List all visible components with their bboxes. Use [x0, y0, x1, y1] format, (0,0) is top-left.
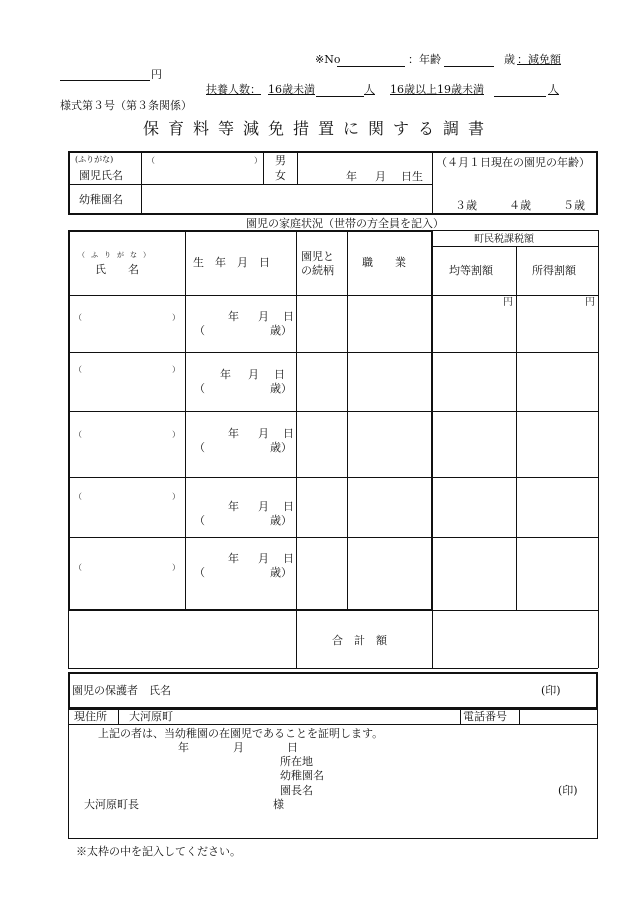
age-note: （４月１日現在の園児の年齢） [436, 156, 590, 169]
row-furigana-open: （ [74, 430, 82, 439]
age-5[interactable]: ５歳 [563, 199, 585, 212]
cert-addressee: 大河原町長 [84, 798, 139, 811]
row-furigana-close: ） [172, 365, 180, 374]
row-year: 年 [228, 552, 239, 565]
row-year: 年 [228, 310, 239, 323]
kindergarten-label: 幼稚園名 [79, 193, 123, 206]
cert-year: 年 [178, 741, 189, 754]
row-age-close: 歳） [270, 382, 292, 395]
row-furigana-close: ） [172, 430, 180, 439]
reduction-label: ：減免額 [517, 53, 561, 66]
age-label: ：年齢 [408, 53, 441, 66]
row-age-open: （ [194, 441, 205, 454]
income-yen-unit: 円 [585, 297, 595, 308]
dependents-label: 扶養人数： [206, 83, 261, 96]
yen-unit: 円 [151, 68, 162, 81]
row-day: 日 [283, 427, 294, 440]
row-day: 日 [283, 500, 294, 513]
row-age-close: 歳） [270, 324, 292, 337]
row-month: 月 [258, 552, 269, 565]
row-day: 日 [283, 552, 294, 565]
child-furigana-close: ） [254, 156, 262, 165]
household-box [68, 230, 433, 611]
cert-day: 日 [287, 741, 298, 754]
equal-yen-unit: 円 [503, 297, 513, 308]
phone-label: 電話番号 [463, 710, 507, 723]
age16to19-label: 16歳以上19歳未満 [390, 83, 484, 96]
row-month: 月 [258, 500, 269, 513]
row-month: 月 [248, 368, 259, 381]
row-month: 月 [258, 427, 269, 440]
col-name: 氏 名 [95, 263, 139, 276]
address-label: 現住所 [74, 710, 107, 723]
cert-kindergarten-label: 幼稚園名 [280, 769, 324, 782]
cert-location-label: 所在地 [280, 755, 313, 768]
under16-unit: 人 [364, 83, 375, 96]
footer-note: ※太枠の中を記入してください。 [76, 845, 241, 858]
gender-male[interactable]: 男 [275, 154, 286, 167]
row-furigana-close: ） [172, 492, 180, 501]
birth-day-label: 日生 [401, 170, 423, 183]
col-job: 職 業 [362, 256, 406, 269]
cert-month: 月 [233, 741, 244, 754]
row-furigana-open: （ [74, 313, 82, 322]
guardian-label: 園児の保護者 氏名 [72, 684, 171, 697]
row-age-close: 歳） [270, 566, 292, 579]
form-number: 様式第３号（第３条関係） [60, 99, 192, 112]
row-year: 年 [228, 427, 239, 440]
age-unit: 歳 [504, 53, 515, 66]
gender-female[interactable]: 女 [275, 169, 286, 182]
child-furigana-open: （ [147, 156, 155, 165]
row-age-open: （ [194, 566, 205, 579]
col-relation: 園児との続柄 [301, 250, 334, 277]
row-age-open: （ [194, 324, 205, 337]
cert-principal-label: 園長名 [280, 784, 313, 797]
col-birth: 生 年 月 日 [193, 256, 270, 269]
row-age-close: 歳） [270, 441, 292, 454]
address-value: 大河原町 [129, 710, 173, 723]
row-furigana-close: ） [172, 563, 180, 572]
row-month: 月 [258, 310, 269, 323]
total-label: 合 計 額 [332, 634, 387, 647]
child-furigana-label: (ふりがな) [75, 155, 114, 164]
row-age-open: （ [194, 514, 205, 527]
birth-month-label: 月 [375, 170, 386, 183]
age16to19-unit: 人 [548, 83, 559, 96]
row-day: 日 [274, 368, 285, 381]
age-3[interactable]: ３歳 [455, 199, 477, 212]
row-furigana-open: （ [74, 365, 82, 374]
row-age-close: 歳） [270, 514, 292, 527]
no-label: ※No [315, 53, 341, 66]
row-age-open: （ [194, 382, 205, 395]
certification-box [68, 724, 598, 839]
under16-label: 16歳未満 [268, 83, 315, 96]
col-name-furigana: （ふりがな） [78, 251, 156, 259]
guardian-seal: (印) [541, 684, 561, 697]
row-year: 年 [220, 368, 231, 381]
page-title: 保育料等減免措置に関する調書 [143, 119, 494, 138]
tax-caption: 町民税課税額 [474, 234, 534, 245]
age-4[interactable]: ４歳 [509, 199, 531, 212]
col-equal: 均等割額 [449, 264, 493, 277]
col-income: 所得割額 [532, 264, 576, 277]
certification-statement: 上記の者は、当幼稚園の在園児であることを証明します。 [98, 727, 384, 740]
birth-year-label: 年 [346, 170, 357, 183]
row-furigana-open: （ [74, 563, 82, 572]
row-furigana-open: （ [74, 492, 82, 501]
cert-honorific: 様 [273, 798, 284, 811]
household-caption: 園児の家庭状況（世帯の方全員を記入） [246, 217, 444, 230]
child-name-label: 園児氏名 [79, 169, 123, 182]
row-furigana-close: ） [172, 313, 180, 322]
cert-seal: (印) [558, 784, 578, 797]
row-day: 日 [283, 310, 294, 323]
row-year: 年 [228, 500, 239, 513]
